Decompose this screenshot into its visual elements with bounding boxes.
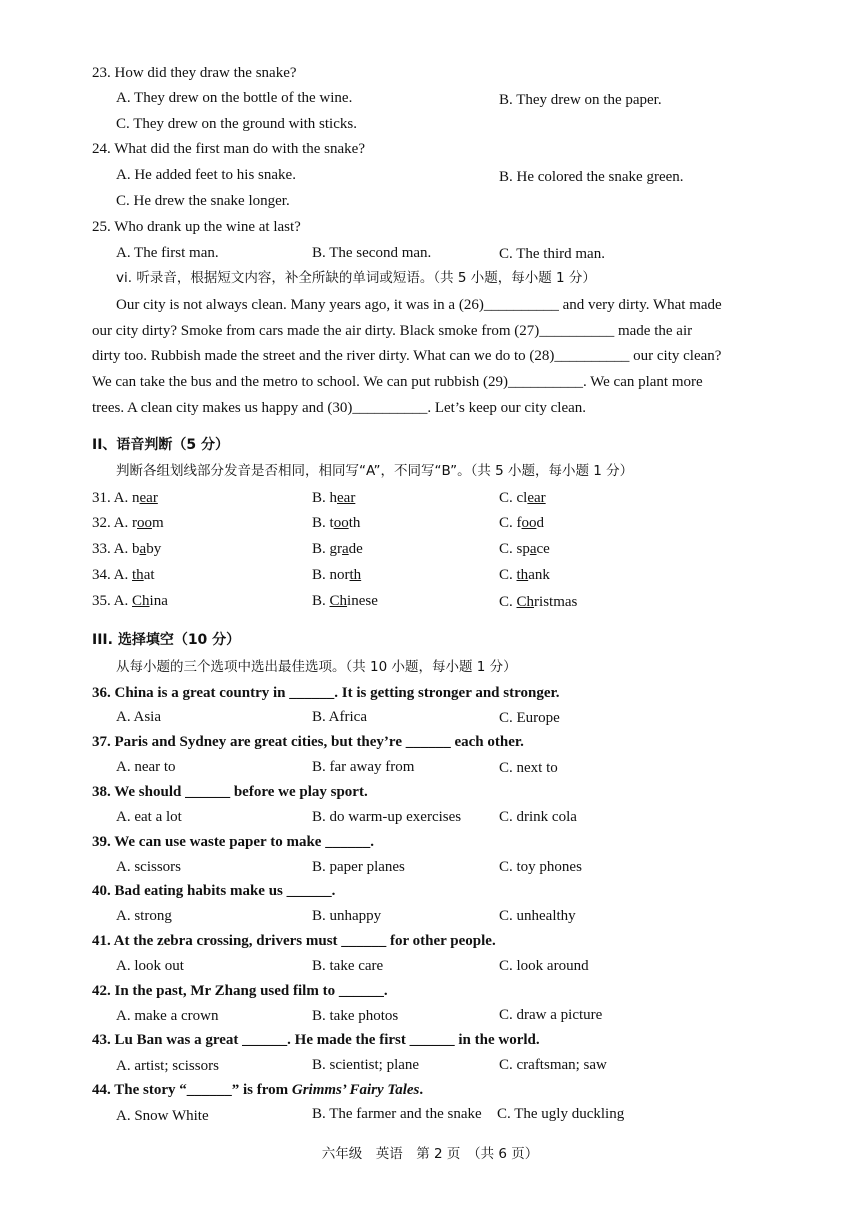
question-stem: 37. Paris and Sydney are great cities, but they’re ______ each other.	[92, 734, 524, 750]
option-b: B. The farmer and the snake	[312, 1106, 482, 1122]
passage-line: trees. A clean city makes us happy and (30)__________. Let’s keep our city clean.	[92, 400, 587, 416]
option-c: C. Europe	[499, 710, 560, 726]
phonetics-option-b: B. Chinese	[312, 593, 378, 609]
option-b: B. take photos	[312, 1008, 399, 1024]
phonetics-option-b: B. tooth	[312, 515, 361, 531]
option-a: A. They drew on the bottle of the wine.	[116, 90, 353, 106]
phonetics-option-a: 31. A. near	[92, 490, 158, 506]
option-c: C. The third man.	[499, 246, 605, 262]
option-c: C. next to	[499, 760, 558, 776]
phonetics-option-c: C. Christmas	[499, 594, 578, 610]
phonetics-option-b: B. north	[312, 567, 362, 583]
option-a: A. He added feet to his snake.	[116, 167, 296, 183]
option-a: A. strong	[116, 908, 172, 924]
option-c: C. He drew the snake longer.	[116, 193, 290, 209]
phonetics-option-a: 35. A. China	[92, 593, 168, 609]
option-b: B. far away from	[312, 759, 415, 775]
question-stem: 36. China is a great country in ______. It is getting stronger and stronger.	[92, 685, 560, 701]
option-a: A. The first man.	[116, 245, 219, 261]
option-c: C. draw a picture	[499, 1007, 603, 1023]
option-a: A. near to	[116, 759, 176, 775]
question-stem: 25. Who drank up the wine at last?	[92, 219, 301, 235]
option-c: C. craftsman; saw	[499, 1057, 607, 1073]
option-c: C. The ugly duckling	[497, 1106, 625, 1122]
section-title: III. 选择填空（10 分）	[92, 632, 241, 648]
phonetics-option-c: C. thank	[499, 567, 550, 583]
option-c: C. They drew on the ground with sticks.	[116, 116, 357, 132]
question-stem: 23. How did they draw the snake?	[92, 65, 297, 81]
phonetics-option-c: C. clear	[499, 490, 546, 506]
question-stem: 40. Bad eating habits make us ______.	[92, 883, 336, 899]
option-b: B. paper planes	[312, 859, 405, 875]
question-stem: 24. What did the first man do with the snake?	[92, 141, 365, 157]
option-c: C. toy phones	[499, 859, 582, 875]
question-stem: 41. At the zebra crossing, drivers must ______ for other people.	[92, 933, 496, 949]
passage-line: We can take the bus and the metro to school. We can put rubbish (29)__________. We can plant more	[92, 374, 703, 390]
section-title: II、语音判断（5 分）	[92, 437, 230, 453]
option-b: B. do warm-up exercises	[312, 809, 462, 825]
passage-line: dirty too. Rubbish made the street and the river dirty. What can we do to (28)__________ our city clean?	[92, 348, 722, 364]
option-b: B. take care	[312, 958, 384, 974]
page-footer: 六年级 英语 第 2 页 （共 6 页）	[321, 1146, 539, 1162]
question-stem: 44. The story “______” is from Grimms’ Fairy Tales.	[92, 1082, 424, 1098]
phonetics-option-c: C. food	[499, 515, 544, 531]
phonetics-option-c: C. space	[499, 541, 550, 557]
section-instruction: 判断各组划线部分发音是否相同，相同写“A”，不同写“B”。（共 5 小题，每小题 1 分）	[116, 463, 634, 479]
option-b: B. unhappy	[312, 908, 382, 924]
passage-line: our city dirty? Smoke from cars made the air dirty. Black smoke from (27)__________ made the air	[92, 323, 693, 339]
section-instruction: 从每小题的三个选项中选出最佳选项。（共 10 小题，每小题 1 分）	[116, 659, 517, 675]
option-c: C. look around	[499, 958, 589, 974]
phonetics-option-b: B. hear	[312, 490, 356, 506]
phonetics-option-b: B. grade	[312, 541, 363, 557]
option-a: A. eat a lot	[116, 809, 182, 825]
phonetics-option-a: 34. A. that	[92, 567, 155, 583]
section-vi-instruction: vi. 听录音，根据短文内容，补全所缺的单词或短语。（共 5 小题，每小题 1 分）	[116, 270, 596, 286]
option-a: A. artist; scissors	[116, 1058, 219, 1074]
option-b: B. They drew on the paper.	[499, 92, 662, 108]
option-c: C. unhealthy	[499, 908, 576, 924]
phonetics-option-a: 33. A. baby	[92, 541, 162, 557]
question-stem: 43. Lu Ban was a great ______. He made the first ______ in the world.	[92, 1032, 540, 1048]
passage-line: Our city is not always clean. Many years ago, it was in a (26)__________ and very dirty. What made	[116, 297, 722, 313]
option-a: A. scissors	[116, 859, 182, 875]
option-b: B. He colored the snake green.	[499, 169, 684, 185]
option-b: B. The second man.	[312, 245, 432, 261]
question-stem: 39. We can use waste paper to make ______.	[92, 834, 374, 850]
option-a: A. make a crown	[116, 1008, 219, 1024]
option-a: A. look out	[116, 958, 184, 974]
option-b: B. scientist; plane	[312, 1057, 420, 1073]
option-a: A. Snow White	[116, 1108, 209, 1124]
option-a: A. Asia	[116, 709, 161, 725]
question-stem: 38. We should ______ before we play sport.	[92, 784, 368, 800]
phonetics-option-a: 32. A. room	[92, 515, 164, 531]
option-c: C. drink cola	[499, 809, 577, 825]
question-stem: 42. In the past, Mr Zhang used film to ______.	[92, 983, 388, 999]
option-b: B. Africa	[312, 709, 367, 725]
